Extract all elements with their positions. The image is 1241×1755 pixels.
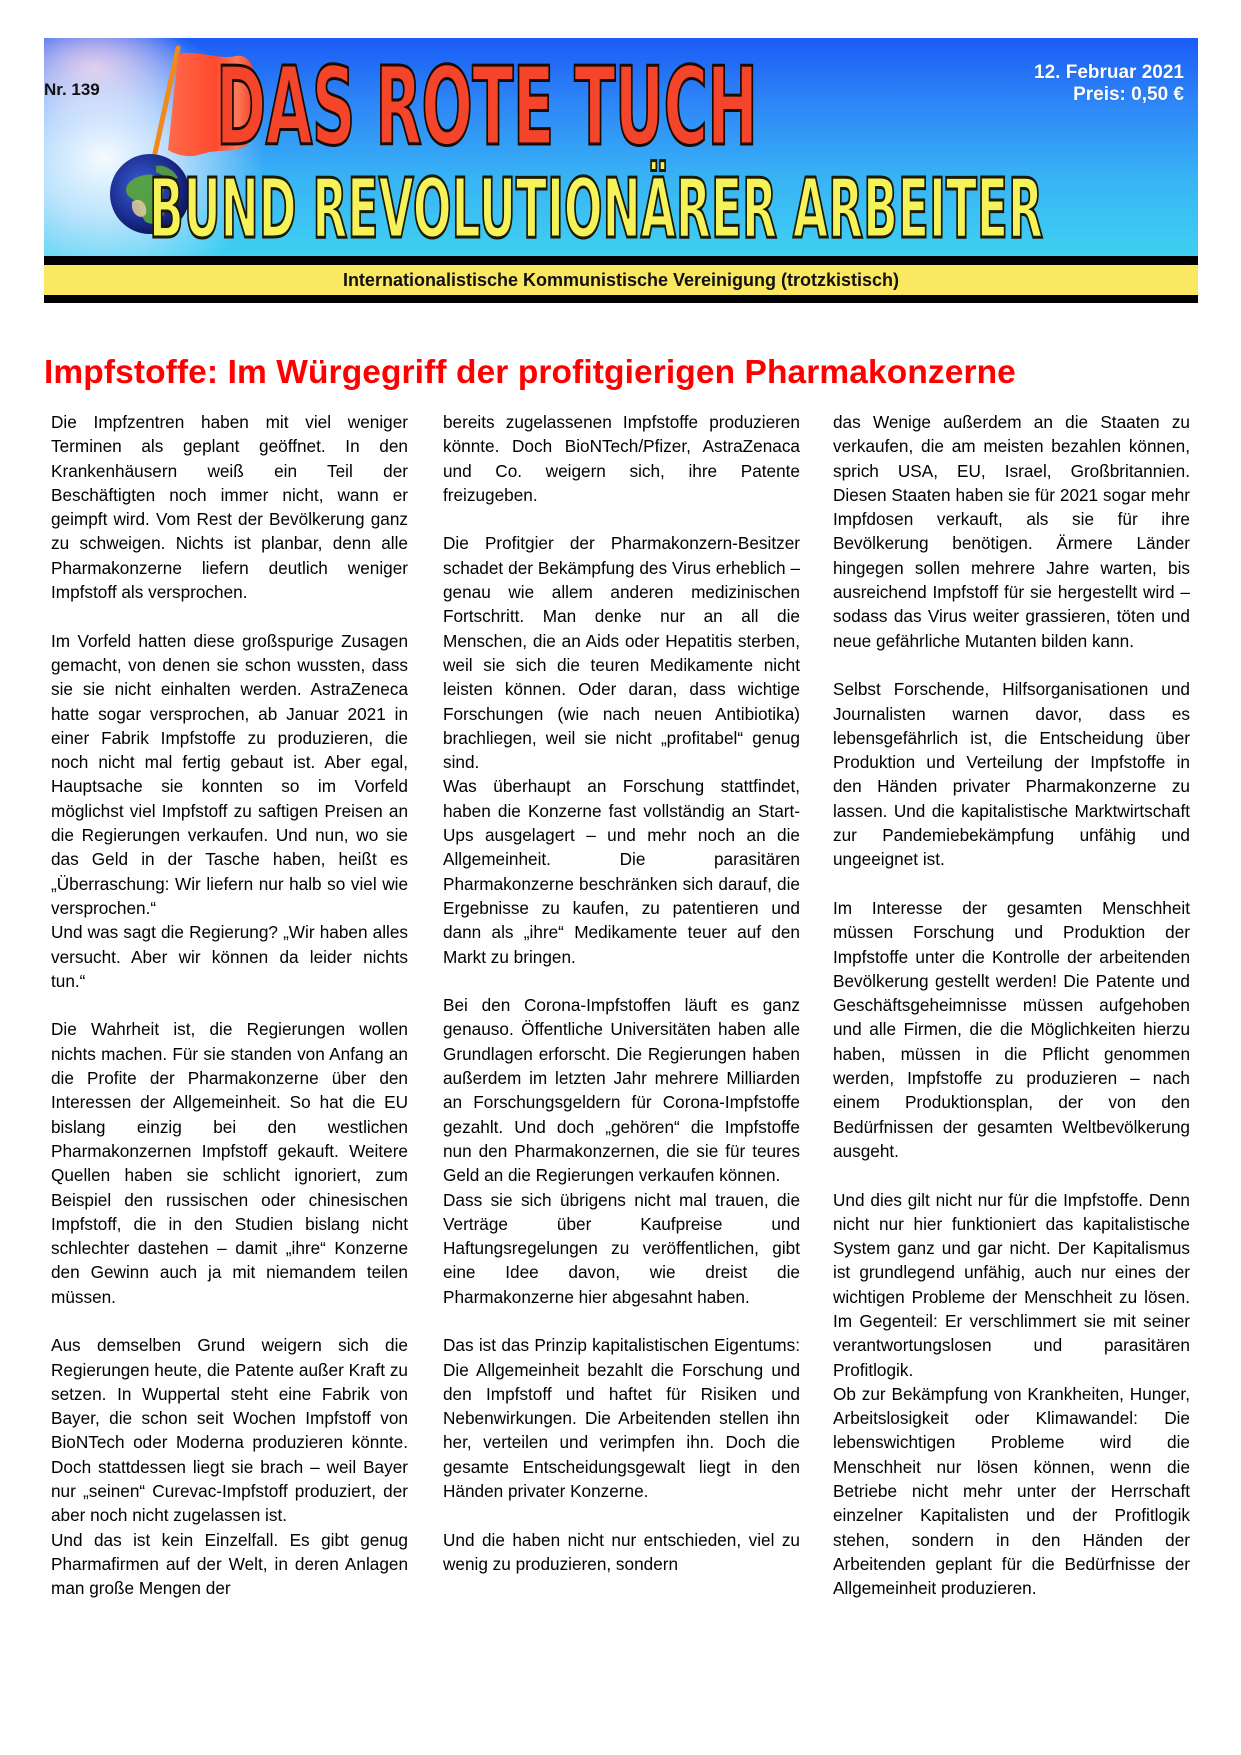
paragraph: Und was sagt die Regierung? „Wir haben alles versucht. Aber wir können da leider nichts tun.“ (51, 922, 408, 991)
article-headline: Impfstoffe: Im Würgegriff der profitgierigen Pharmakonzerne (44, 354, 1016, 391)
newspaper-subtitle: BUND REVOLUTIONÄRER ARBEITER (149, 162, 1044, 256)
article-column-1 (51, 410, 408, 1601)
masthead-banner (44, 38, 1198, 256)
issue-date: 12. Februar 2021 (1034, 62, 1184, 83)
article-column-2 (443, 410, 800, 1576)
newspaper-title: DAS ROTE TUCH (216, 45, 758, 170)
paragraph: Bei den Corona-Impfstoffen läuft es ganz genauso. Öffentliche Universitäten haben alle Grundlagen erforscht. Die Regierungen haben außerdem im letzten Jahr mehrere Milliarden an Forschungsgeldern für Corona-Impfstoffe gezahlt. Und doch „gehören“ die Impfstoffe nun den Pharmakonzernen, die sie für teures Geld an die Regierungen verkaufen können. (443, 995, 800, 1186)
divider-bottom (44, 295, 1198, 303)
paragraph: Und die haben nicht nur entschieden, viel zu wenig zu produzieren, sondern (443, 1529, 800, 1574)
paragraph: Im Vorfeld hatten diese großspurige Zusagen gemacht, von denen sie schon wussten, dass sie sie nicht einhalten werden. AstraZeneca hatte sogar versprochen, ab Januar 2021 in einer Fabrik Impfstoffe zu produzieren, die noch nicht mal fertig gebaut ist. Aber egal, Hauptsache sie konnten so im Vorfeld möglichst viel Impfstoff zu saftigen Preisen an die Regierungen verkaufen. Und nun, wo sie das Geld in der Tasche haben, heißt es „Überraschung: Wir liefern nur halb so viel wie versprochen.“ (51, 630, 408, 918)
paragraph: Und das ist kein Einzelfall. Es gibt genug Pharmafirmen auf der Welt, in deren Anlagen man große Mengen der (51, 1529, 408, 1599)
paragraph: Die Impfzentren haben mit viel weniger Terminen als geplant geöffnet. In den Krankenhäusern weiß ein Teil der Beschäftigten noch immer nicht, wann er geimpft wird. Vom Rest der Bevölkerung ganz zu schweigen. Nichts ist planbar, denn alle Pharmakonzerne liefern deutlich weniger Impfstoff als versprochen. (51, 412, 408, 603)
paragraph: Und dies gilt nicht nur für die Impfstoffe. Denn nicht nur hier funktioniert das kapitalistische System ganz und gar nicht. Der Kapitalismus ist grundlegend unfähig, auch nur eines der wichtigen Probleme der Menschheit zu lösen. Im Gegenteil: Er verschlimmert sie mit seiner verantwortungslosen und parasitären Profitlogik. (833, 1189, 1190, 1380)
divider-top (44, 256, 1198, 265)
issue-price: Preis: 0,50 € (1073, 84, 1184, 105)
paragraph: das Wenige außerdem an die Staaten zu verkaufen, die am meisten bezahlen können, sprich USA, EU, Israel, Großbritannien. Diesen Staaten haben sie für 2021 sogar mehr Impfdosen verkauft, als sie für ihre Bevölkerung benötigen. Ärmere Länder hingegen sollen mehrere Jahre warten, bis ausreichend Impfstoff für sie hergestellt wird – sodass das Virus weiter grassieren, töten und neue gefährliche Mutanten bilden kann. (833, 412, 1190, 651)
paragraph: Im Interesse der gesamten Menschheit müssen Forschung und Produktion der Impfstoffe unter die Kontrolle der arbeitenden Bevölkerung gestellt werden! Die Patente und Geschäftsgeheimnisse müssen aufgehoben und alle Firmen, die die Möglichkeiten hierzu haben, müssen in die Pflicht genommen werden, Impfstoffe zu produzieren – nach einem Produktionsplan, der von den Bedürfnissen der gesamten Weltbevölkerung ausgeht. (833, 897, 1190, 1161)
issue-number: Nr. 139 (44, 80, 100, 99)
paragraph: Die Profitgier der Pharmakonzern-Besitzer schadet der Bekämpfung des Virus erheblich – genau wie allem anderen medizinischen Fortschritt. Man denke nur an all die Menschen, die an Aids oder Hepatitis sterben, weil sie sich die teuren Medikamente nicht leisten können. Oder daran, dass wichtige Forschungen (wie nach neuen Antibiotika) brachliegen, weil sie nicht „profitabel“ genug sind. (443, 533, 800, 773)
paragraph: Selbst Forschende, Hilfsorganisationen und Journalisten warnen davor, dass es lebensgefährlich ist, die Entscheidung über Produktion und Verteilung der Impfstoffe in den Händen privater Pharmakonzerne zu lassen. Und die kapitalistische Marktwirtschaft zur Pandemiebekämpfung unfähig und ungeeignet ist. (833, 679, 1190, 870)
article-column-3 (833, 410, 1190, 1601)
paragraph: Ob zur Bekämpfung von Krankheiten, Hunger, Arbeitslosigkeit oder Klimawandel: Die lebenswichtigen Probleme wird die Menschheit nur lösen können, wenn die Betriebe nicht mehr unter der Herrschaft einzelner Kapitalisten und der Profitlogik stehen, sondern in den Händen der Arbeitenden geplant für die Bedürfnisse der Allgemeinheit produzieren. (833, 1383, 1190, 1599)
tagline: Internationalistische Kommunistische Vereinigung (trotzkistisch) (44, 265, 1198, 295)
paragraph: bereits zugelassenen Impfstoffe produzieren könnte. Doch BioNTech/Pfizer, AstraZenaca und Co. weigern sich, ihre Patente freizugeben. (443, 412, 800, 505)
paragraph: Aus demselben Grund weigern sich die Regierungen heute, die Patente außer Kraft zu setzen. In Wuppertal steht eine Fabrik von Bayer, die schon seit Wochen Impfstoff von BioNTech oder Moderna produzieren könnte. Doch stattdessen liegt sie brach – weil Bayer nur „seinen“ Curevac-Impfstoff produziert, der aber noch nicht zugelassen ist. (51, 1335, 408, 1526)
paragraph: Das ist das Prinzip kapitalistischen Eigentums: Die Allgemeinheit bezahlt die Forschung und den Impfstoff und haftet für Risiken und Nebenwirkungen. Die Arbeitenden stellen ihn her, verteilen und verimpfen ihn. Doch die gesamte Entscheidungsgewalt liegt in den Händen privater Konzerne. (443, 1335, 800, 1502)
paragraph: Die Wahrheit ist, die Regierungen wollen nichts machen. Für sie standen von Anfang an die Profite der Pharmakonzerne über den Interessen der Allgemeinheit. So hat die EU bislang einzig bei den westlichen Pharmakonzernen Impfstoff gekauft. Weitere Quellen haben sie schlicht ignoriert, zum Beispiel den russischen oder chinesischen Impfstoff, die in den Studien bislang nicht schlechter dastehen – damit „ihre“ Konzerne den Gewinn auch ja mit niemandem teilen müssen. (51, 1019, 408, 1307)
paragraph: Was überhaupt an Forschung stattfindet, haben die Konzerne fast vollständig an Start-Ups ausgelagert – und mehr noch an die Allgemeinheit. Die parasitären Pharmakonzerne beschränken sich darauf, die Ergebnisse zu kaufen, zu patentieren und dann als „ihre“ Medikamente teuer auf den Markt zu bringen. (443, 776, 800, 967)
masthead (44, 38, 1198, 302)
paragraph: Dass sie sich übrigens nicht mal trauen, die Verträge über Kaufpreise und Haftungsregelungen zu veröffentlichen, gibt eine Idee davon, wie dreist die Pharmakonzerne hier abgesahnt haben. (443, 1189, 800, 1307)
